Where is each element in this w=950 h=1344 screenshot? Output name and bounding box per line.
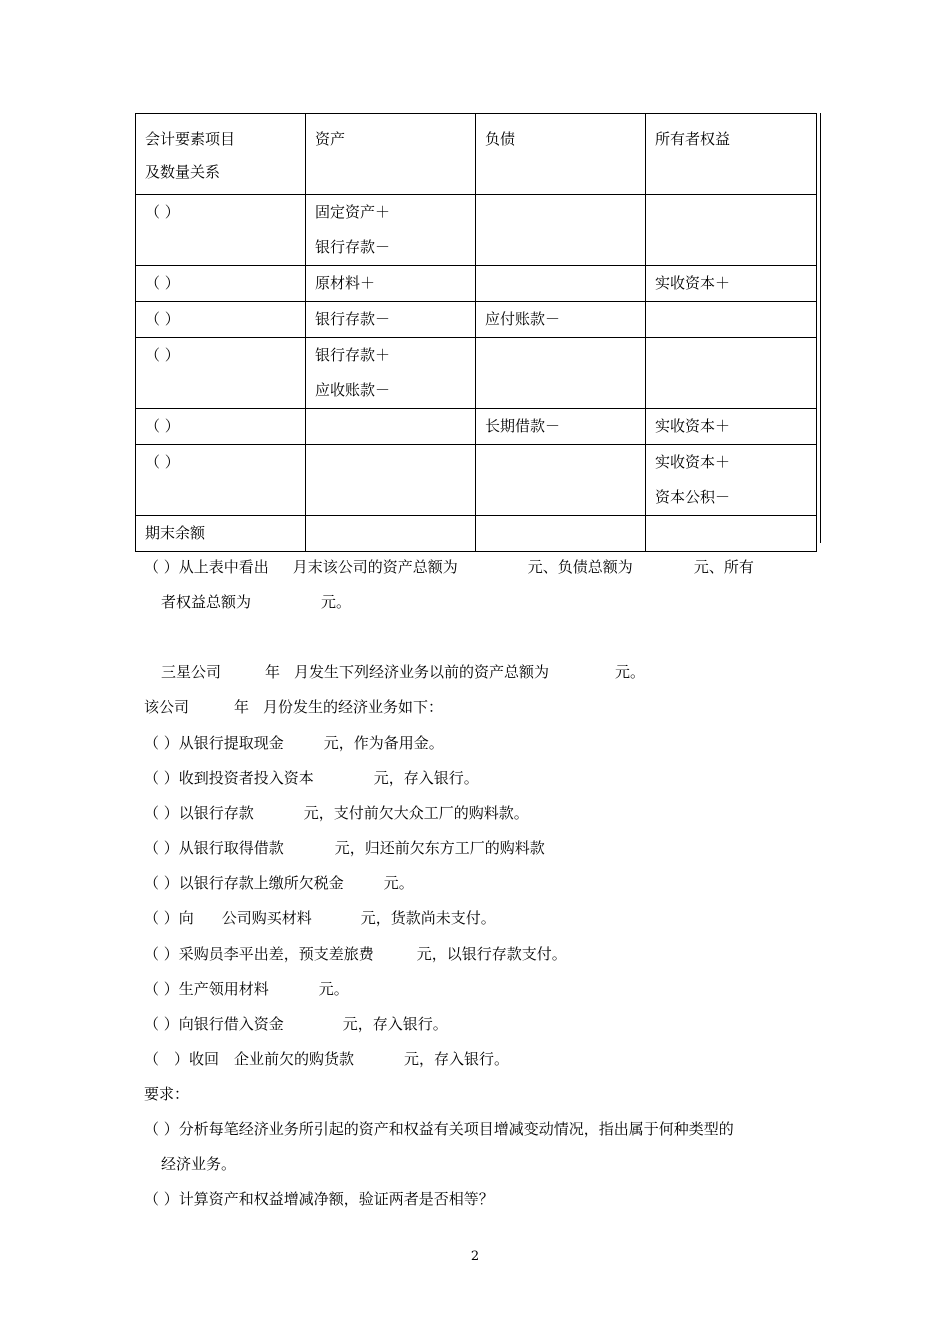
list-item	[144, 768, 479, 788]
list-item	[144, 838, 545, 858]
equity-cell: 实收资本＋	[646, 266, 817, 302]
list-item	[144, 908, 496, 928]
asset-cell	[306, 409, 476, 445]
accounting-elements-table	[135, 113, 817, 552]
text-fragment: （ ）向	[144, 909, 194, 927]
list-item	[144, 733, 444, 753]
requirement-line: （ ）分析每笔经济业务所引起的资产和权益有关项目增减变动情况，指出属于何种类型的	[144, 1120, 734, 1138]
text-fragment: （ ）收回	[144, 1050, 220, 1068]
header-items-line2: 及数量关系	[145, 163, 221, 181]
row-label: （ ）	[136, 338, 306, 409]
intro-line	[144, 697, 443, 717]
text-fragment: 元，存入银行。	[342, 1015, 448, 1033]
text-fragment: 公司购买材料	[221, 909, 312, 927]
text-fragment: 年	[265, 663, 281, 681]
text-fragment: （ ）向银行借入资金	[144, 1015, 284, 1033]
equity-cell	[646, 302, 817, 338]
liability-cell	[476, 338, 646, 409]
equity-cell	[646, 338, 817, 409]
text-fragment: 元、所有	[693, 558, 754, 576]
list-item	[144, 873, 414, 893]
asset-entry: 银行存款＋	[315, 346, 391, 364]
table-row	[136, 302, 817, 338]
asset-entry: 固定资产＋	[315, 203, 391, 221]
equity-entry: 资本公积－	[655, 488, 731, 506]
header-items-line1: 会计要素项目	[145, 130, 236, 148]
text-fragment: 者权益总额为	[161, 593, 252, 611]
header-cell-items	[136, 114, 306, 195]
asset-cell: 原材料＋	[306, 266, 476, 302]
text-fragment: 元，以银行存款支付。	[416, 945, 567, 963]
text-fragment: 三星公司	[161, 663, 222, 681]
liability-cell	[476, 516, 646, 552]
row-label: （ ）	[136, 195, 306, 266]
row-label: （ ）	[136, 266, 306, 302]
row-label: （ ）	[136, 302, 306, 338]
text-fragment: 元、负债总额为	[527, 558, 633, 576]
text-fragment: 元。	[318, 980, 349, 998]
ending-balance-label: 期末余额	[136, 516, 306, 552]
question-line	[161, 592, 351, 612]
list-item	[144, 944, 567, 964]
equity-cell	[646, 445, 817, 516]
text-fragment: 元。	[383, 874, 414, 892]
text-fragment: （ ）以银行存款	[144, 804, 254, 822]
list-item	[144, 803, 529, 823]
table-row	[136, 338, 817, 409]
table-row	[136, 195, 817, 266]
liability-cell: 长期借款－	[476, 409, 646, 445]
text-fragment: 元。	[615, 663, 646, 681]
text-fragment: 该公司	[144, 698, 190, 716]
equity-cell	[646, 195, 817, 266]
text-fragment: （ ）采购员李平出差，预支差旅费	[144, 945, 374, 963]
text-fragment: 元。	[321, 593, 352, 611]
text-fragment: （ ）从银行提取现金	[144, 734, 284, 752]
row-label: （ ）	[136, 445, 306, 516]
equity-cell: 实收资本＋	[646, 409, 817, 445]
row-label: （ ）	[136, 409, 306, 445]
text-fragment: （ ）收到投资者投入资本	[144, 769, 314, 787]
text-fragment: 元，归还前欠东方工厂的购料款	[334, 839, 545, 857]
asset-entry: 银行存款－	[315, 238, 391, 256]
list-item	[144, 1014, 448, 1034]
requirements-title: 要求：	[144, 1085, 190, 1103]
asset-cell	[306, 445, 476, 516]
text-fragment: 年	[234, 698, 250, 716]
text-fragment: 元，货款尚未支付。	[360, 909, 496, 927]
header-cell-equity: 所有者权益	[646, 114, 817, 195]
asset-entry: 应收账款－	[315, 381, 391, 399]
header-cell-assets: 资产	[306, 114, 476, 195]
header-cell-liabilities: 负债	[476, 114, 646, 195]
text-fragment: 元，存入银行。	[404, 1050, 510, 1068]
text-fragment: （ ）以银行存款上缴所欠税金	[144, 874, 344, 892]
asset-cell	[306, 338, 476, 409]
equity-entry: 实收资本＋	[655, 453, 731, 471]
list-item	[144, 1049, 509, 1069]
equity-cell	[646, 516, 817, 552]
asset-cell: 银行存款－	[306, 302, 476, 338]
text-fragment: 企业前欠的购货款	[234, 1050, 355, 1068]
question-line	[144, 557, 754, 577]
table-row	[136, 445, 817, 516]
text-fragment: 元，支付前欠大众工厂的购料款。	[303, 804, 529, 822]
asset-cell	[306, 516, 476, 552]
text-fragment: （ ）生产领用材料	[144, 980, 269, 998]
text-fragment: 元，作为备用金。	[323, 734, 444, 752]
liability-cell	[476, 195, 646, 266]
table-header-row	[136, 114, 817, 195]
text-fragment: （ ）从上表中看出	[144, 558, 269, 576]
liability-cell: 应付账款－	[476, 302, 646, 338]
liability-cell	[476, 445, 646, 516]
requirement-line: （ ）计算资产和权益增减净额，验证两者是否相等？	[144, 1190, 494, 1208]
table-row	[136, 266, 817, 302]
page-number: 2	[470, 1249, 480, 1264]
requirement-line: 经济业务。	[161, 1155, 237, 1173]
liability-cell	[476, 266, 646, 302]
table-double-border	[820, 113, 821, 543]
asset-cell	[306, 195, 476, 266]
intro-line	[161, 662, 645, 682]
text-fragment: 月末该公司的资产总额为	[292, 558, 458, 576]
text-fragment: 月发生下列经济业务以前的资产总额为	[294, 663, 550, 681]
text-fragment: 月份发生的经济业务如下：	[263, 698, 444, 716]
text-fragment: 元，存入银行。	[373, 769, 479, 787]
table-row	[136, 409, 817, 445]
table-footer-row	[136, 516, 817, 552]
text-fragment: （ ）从银行取得借款	[144, 839, 284, 857]
list-item	[144, 979, 349, 999]
